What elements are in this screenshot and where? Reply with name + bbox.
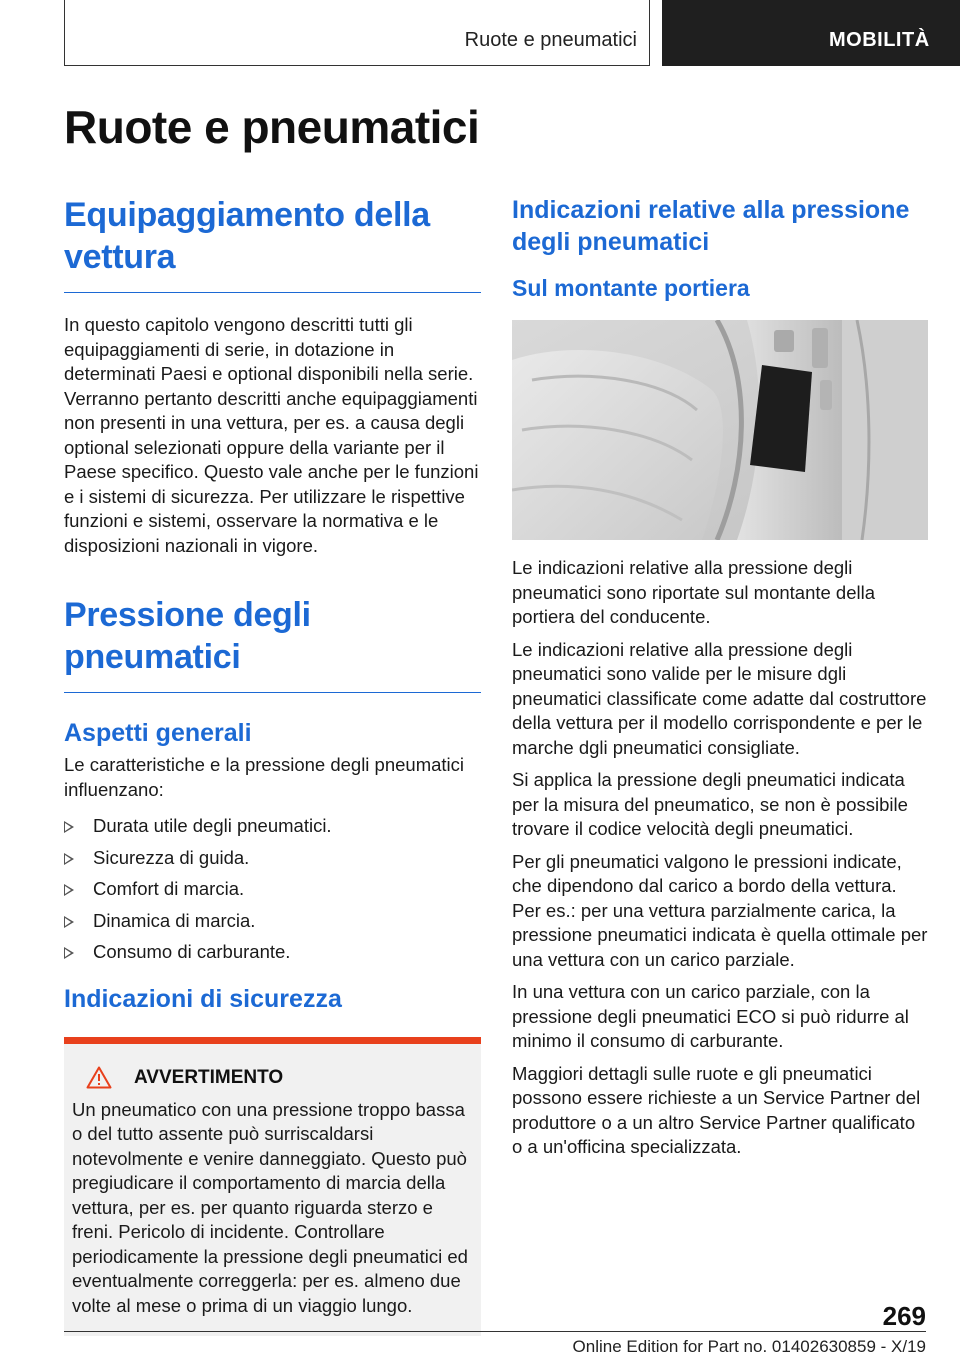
chapter-tab <box>64 0 650 66</box>
general-text: Le caratteristiche e la pressione degli pneumatici influenzano: <box>64 754 465 800</box>
paragraph: In una vettura con un carico parziale, con la pressione degli pneumatici ECO si può ridurre al minimo il consumo di carburante. <box>512 981 909 1051</box>
heading-rule <box>64 292 481 293</box>
chapter-title: Ruote e pneumatici <box>464 29 637 51</box>
list-item: Durata utile degli pneumatici. <box>64 814 481 839</box>
pressure-heading: Pressione degli pneumatici <box>64 596 311 676</box>
list-item: Comfort di marcia. <box>64 877 481 902</box>
factors-list <box>64 814 481 965</box>
list-item: Consumo di carburante. <box>64 940 481 965</box>
door-pillar-illustration <box>512 320 928 540</box>
paragraph: Le indicazioni relative alla pressione degli pneumatici sono valide per le misure dgli pneumatici classificate come adatte dal costruttore della vettura per il modello corrispondente e per le marche dgli pneumatici consigliate. <box>512 638 927 758</box>
triangle-bullet-icon <box>64 821 74 833</box>
warning-box <box>64 1037 481 1337</box>
left-column <box>64 190 481 1336</box>
triangle-bullet-icon <box>64 853 74 865</box>
triangle-bullet-icon <box>64 884 74 896</box>
list-item: Sicurezza di guida. <box>64 846 481 871</box>
paragraph: Per gli pneumatici valgono le pressioni indicate, che dipendono dal carico a bordo della vettura. Per es.: per una vettura parzialmente carica, la pressione pneumatici indicata è quella ottimale per una vettura con un carico parziale. <box>512 850 928 970</box>
warning-header <box>72 1066 473 1090</box>
list-item: Dinamica di marcia. <box>64 909 481 934</box>
paragraph: Maggiori dettagli sulle ruote e gli pneumatici possono essere richieste a un Service Partner del produttore o a un altro Service Partner qualificato o a un'officina specializzata. <box>512 1062 921 1157</box>
paragraph: Le indicazioni relative alla pressione degli pneumatici sono riportate sul montante della portiera del conducente. <box>512 557 876 627</box>
pressure-info-heading: Indicazioni relative alla pressione degli pneumatici <box>512 196 910 256</box>
page-number: 269 <box>882 1301 926 1331</box>
footer-rule <box>64 1331 926 1332</box>
page-title: Ruote e pneumatici <box>64 101 480 153</box>
triangle-bullet-icon <box>64 947 74 959</box>
right-column <box>512 190 930 1160</box>
door-pillar-heading: Sul montante portiera <box>512 275 750 301</box>
page-header <box>0 0 960 66</box>
warning-text: Un pneumatico con una pressione troppo bassa o del tutto assente può surriscaldarsi notevolmente e venire danneggiato. Questo può pregiudicare il comportamento di marcia della vettura, per es. per quanto riguarda sterzo e freni. Pericolo di incidente. Controllare periodicamente la pressione degli pneumatici ed eventualmente correggerla: per es. almeno due volte al mese o prima di un viaggio lungo. <box>72 1098 468 1316</box>
triangle-bullet-icon <box>64 916 74 928</box>
door-pillar-illustration-svg <box>512 320 928 540</box>
warning-title: AVVERTIMENTO <box>134 1066 284 1088</box>
heading-rule <box>64 692 481 693</box>
warning-triangle-icon <box>86 1066 116 1090</box>
section-title: MOBILITÀ <box>829 29 930 51</box>
safety-heading: Indicazioni di sicurezza <box>64 984 342 1013</box>
paragraph: Si applica la pressione degli pneumatici indicata per la misura del pneumatico, se non è possibile trovare il codice velocità degli pneumatici. <box>512 769 908 839</box>
section-tab <box>662 0 960 66</box>
equipment-heading: Equipaggiamento della vettura <box>64 196 430 276</box>
edition-note: Online Edition for Part no. 01402630859 - X/19 <box>572 1337 926 1356</box>
general-heading: Aspetti generali <box>64 719 252 747</box>
equipment-text: In questo capitolo vengono descritti tutti gli equipaggiamenti di serie, in dotazione in determinati Paesi e optional disponibili nella serie. Verranno pertanto descritti anche equipaggiamenti non presenti in una vettura, per es. a causa degli optional selezionati oppure della variante per il Paese specifico. Questo vale anche per le funzioni e i sistemi di sicurezza. Per utilizzare le rispettive funzioni e sistemi, osservare la normativa e le disposizioni nazionali in vigore. <box>64 314 479 556</box>
